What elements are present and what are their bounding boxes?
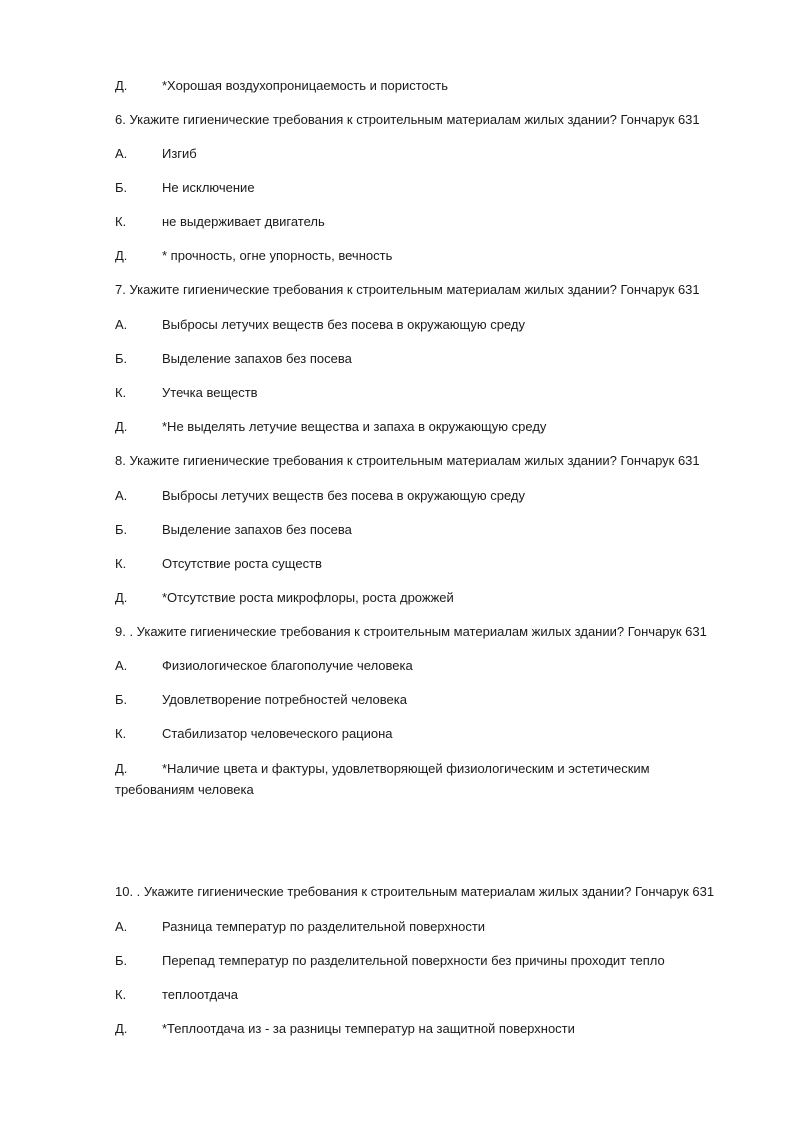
option-text: Разница температур по разделительной поверхности [162,919,486,934]
option-text: не выдерживает двигатель [162,214,325,229]
answer-option [115,212,760,232]
answer-option [115,486,760,506]
option-text: Изгиб [162,146,197,161]
option-text: Отсутствие роста существ [162,556,322,571]
option-letter: Д. [115,761,128,776]
option-letter: Д. [115,78,128,93]
option-text: *Наличие цвета и фактуры, удовлетворяющей физиологическим и эстетическим [162,761,650,776]
option-text: * прочность, огне упорность, вечность [162,248,393,263]
answer-option [115,690,760,710]
option-letter: Б. [115,953,128,968]
option-text: Физиологическое благополучие человека [162,658,413,673]
option-letter: А. [115,146,128,161]
answer-option [115,724,760,744]
option-text: Выбросы летучих веществ без посева в окружающую среду [162,488,525,503]
option-letter: К. [115,385,127,400]
question-prompt: 7. Укажите гигиенические требования к строительным материалам жилых здании? Гончарук 631 [115,282,700,297]
option-letter: А. [115,919,128,934]
option-text: Утечка веществ [162,385,258,400]
option-text: *Отсутствие роста микрофлоры, роста дрожжей [162,590,454,605]
option-letter: А. [115,658,128,673]
option-letter: К. [115,987,127,1002]
option-letter: Д. [115,590,128,605]
option-letter: Б. [115,351,128,366]
answer-option [115,917,760,937]
option-text: Не исключение [162,180,255,195]
answer-option [115,76,760,96]
answer-option [115,520,760,540]
option-letter: Б. [115,180,128,195]
answer-option [115,417,760,437]
option-letter: Д. [115,1021,128,1036]
option-letter: Б. [115,522,128,537]
question-prompt: 10. . Укажите гигиенические требования к строительным материалам жилых здании? Гончарук 631 [115,884,715,899]
answer-option [115,656,760,676]
answer-option [115,1019,760,1039]
question-prompt: 9. . Укажите гигиенические требования к строительным материалам жилых здании? Гончарук 631 [115,624,707,639]
option-text: Перепад температур по разделительной поверхности без причины проходит тепло [162,953,665,968]
option-letter: Д. [115,419,128,434]
option-text: Стабилизатор человеческого рациона [162,726,393,741]
option-text: *Не выделять летучие вещества и запаха в окружающую среду [162,419,547,434]
option-letter: К. [115,556,127,571]
answer-option [115,178,760,198]
answer-option [115,554,760,574]
option-letter: А. [115,317,128,332]
answer-option [115,951,760,971]
question-prompt: 8. Укажите гигиенические требования к строительным материалам жилых здании? Гончарук 631 [115,453,700,468]
option-letter: Д. [115,248,128,263]
answer-option [115,985,760,1005]
option-text: Выделение запахов без посева [162,351,352,366]
option-text: Выбросы летучих веществ без посева в окружающую среду [162,317,525,332]
answer-option [115,246,760,266]
option-text: Удовлетворение потребностей человека [162,692,407,707]
option-letter: К. [115,214,127,229]
answer-option [115,315,760,335]
option-letter: К. [115,726,127,741]
answer-option [115,588,760,608]
option-text: теплоотдача [162,987,239,1002]
answer-option [115,144,760,164]
option-text: *Теплоотдача из - за разницы температур на защитной поверхности [162,1021,575,1036]
answer-option-continuation: требованиям человека [115,782,254,797]
answer-option [115,759,760,779]
option-letter: Б. [115,692,128,707]
option-text: Выделение запахов без посева [162,522,352,537]
question-prompt: 6. Укажите гигиенические требования к строительным материалам жилых здании? Гончарук 631 [115,112,700,127]
answer-option [115,383,760,403]
option-letter: А. [115,488,128,503]
answer-option [115,349,760,369]
option-text: *Хорошая воздухопроницаемость и пористость [162,78,449,93]
